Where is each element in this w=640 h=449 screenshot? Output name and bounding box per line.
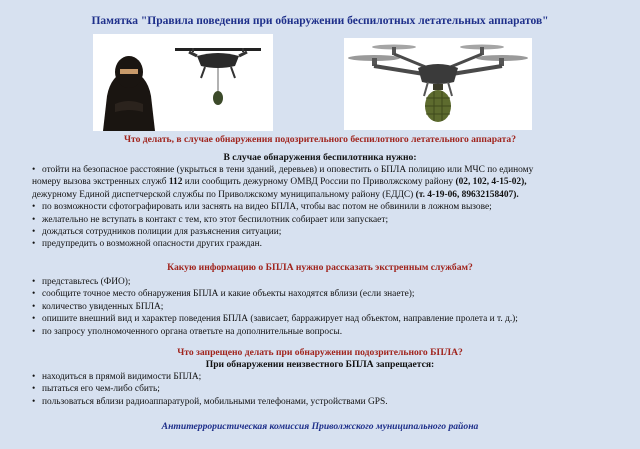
- list-item-continued: дежурному Единой диспетчерской службы по Приволжскому муниципальному району (ЕДДС) (т. 4-19-06, 89632158407).: [32, 189, 519, 200]
- bullet-icon: •: [32, 396, 36, 407]
- bullet-icon: •: [32, 227, 36, 238]
- page-title: Памятка "Правила поведения при обнаружении беспилотных летательных аппаратов": [91, 15, 549, 27]
- list-item: • желательно не вступать в контакт с тем, кто этот беспилотник собирает или запускает;: [32, 214, 389, 225]
- section3-heading: При обнаружении неизвестного БПЛА запрещается:: [205, 359, 435, 370]
- bullet-icon: •: [32, 277, 36, 287]
- section1-heading: В случае обнаружения беспилотника нужно:: [223, 152, 417, 163]
- question-what-to-do: Что делать, в случае обнаружения подозрительного беспилотного летательного аппарата?: [123, 134, 516, 145]
- list-item: • опишите внешний вид и характер поведения БПЛА (зависает, барражирует над объектом, направление пролета и т. д.);: [32, 314, 518, 325]
- bullet-icon: •: [32, 314, 36, 325]
- list-item: • находиться в прямой видимости БПЛА;: [32, 372, 202, 382]
- footer-signature: Антитеррористическая комиссия Приволжского муниципального района: [161, 421, 479, 432]
- list-item: • отойти на безопасное расстояние (укрыться в тени зданий, деревьев) и оповестить о БПЛА полицию или МЧС по единому: [32, 165, 534, 175]
- drone-operator-image: [93, 34, 273, 131]
- list-item: • по возможности сфотографировать или заснять на видео БПЛА, чтобы вас потом не обвинили в ложном вызове;: [32, 202, 492, 213]
- bullet-icon: •: [32, 384, 36, 395]
- drone-grenade-illustration: [344, 38, 532, 130]
- list-item: • пытаться его чем-либо сбить;: [32, 384, 160, 395]
- list-item: • представьтесь (ФИО);: [32, 277, 131, 287]
- edds-phones: (т. 4-19-06, 89632158407).: [415, 189, 519, 200]
- bullet-icon: •: [32, 214, 36, 225]
- emergency-number: 112: [168, 177, 183, 188]
- bullet-icon: •: [32, 326, 36, 337]
- list-item: • пользоваться вблизи радиоаппаратурой, мобильными телефонами, устройствами GPS.: [32, 396, 388, 407]
- bullet-icon: •: [32, 301, 36, 312]
- list-item: • предупредить о возможной опасности других граждан.: [32, 239, 262, 250]
- bullet-icon: •: [32, 239, 36, 250]
- list-item: • количество увиденных БПЛА;: [32, 301, 164, 312]
- bullet-icon: •: [32, 165, 36, 175]
- bullet-icon: •: [32, 202, 36, 213]
- question-what-info: Какую информацию о БПЛА нужно рассказать экстренным службам?: [167, 262, 473, 273]
- question-what-forbidden: Что запрещено делать при обнаружении подозрительного БПЛА?: [177, 347, 463, 358]
- bullet-icon: •: [32, 372, 36, 382]
- list-item-continued: номеру вызова экстренных служб 112 или сообщить дежурному ОМВД России по Приволжскому району (02, 102, 4-15-02),: [32, 177, 527, 188]
- section3-list: [32, 371, 624, 408]
- list-item: • по запросу уполномоченного органа ответьте на дополнительные вопросы.: [32, 326, 343, 337]
- omvd-phones: (02, 102, 4-15-02),: [455, 177, 527, 188]
- section1-list: [32, 164, 624, 251]
- section2-list: [32, 276, 624, 338]
- drone-grenade-image: [344, 38, 532, 130]
- list-item: • дождаться сотрудников полиции для разъяснения ситуации;: [32, 227, 282, 238]
- bullet-icon: •: [32, 289, 36, 300]
- list-item: • сообщите точное место обнаружения БПЛА и какие объекты находятся вблизи (если знаете);: [32, 289, 415, 300]
- drone-operator-illustration: [93, 34, 273, 131]
